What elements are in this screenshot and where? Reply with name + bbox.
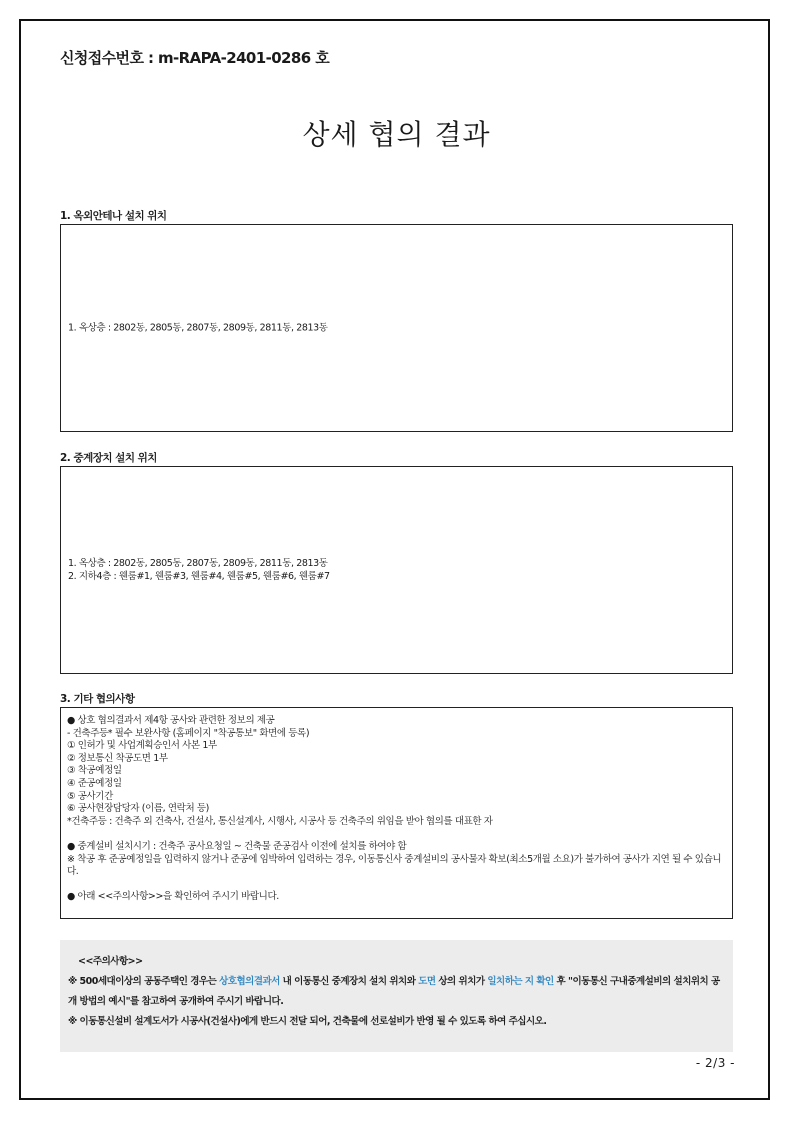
other-item-line: ● 상호 협의결과서 제4항 공사와 관련한 정보의 제공: [67, 715, 275, 726]
spacer: [67, 879, 726, 892]
notice-text: 상의 위치가: [435, 976, 488, 987]
other-item-line: ⑥ 공사현장담당자 (이름, 연락처 등): [67, 803, 209, 815]
other-item-line: ※ 착공 후 준공예정일을 입력하지 않거나 준공에 임박하여 입력하는 경우, 이동통신사 중계설비의 공사물자 확보(최소5개월 소요)가 불가하여 공사가 지연 될 수 있습니다.: [67, 853, 722, 878]
notice-paragraph-1: [68, 972, 725, 1012]
page-number: - 2/3 -: [695, 1056, 735, 1070]
other-item-line: ④ 준공예정일: [67, 777, 122, 789]
notice-paragraph-2: ※ 이동통신설비 설계도서가 시공사(건설사)에게 반드시 전달 되어, 건축물에 선로설비가 반영 될 수 있도록 하여 주십시오.: [68, 1016, 547, 1027]
other-item-line: ② 정보통신 착공도면 1부: [67, 752, 168, 764]
other-items-box: [60, 707, 733, 919]
notice-title: <<주의사항>>: [78, 956, 143, 967]
receipt-number: 신청접수번호 : m-RAPA-2401-0286 호: [60, 49, 330, 67]
section-heading-antenna: 1. 옥외안테나 설치 위치: [60, 210, 167, 222]
notice-text: 후 "이동통신 구내중계설비의 설치위치 공개 방법의 예시"를 참고하여 공개하여 주시기 바랍니다.: [68, 976, 720, 1007]
notice-highlight: 상호협의결과서: [219, 976, 280, 987]
notice-highlight: 일치하는 지 확인: [487, 976, 554, 987]
antenna-location-content: [68, 322, 726, 335]
repeater-location-line: 2. 지하4층 : 웬룸#1, 웬룸#3, 웬룸#4, 웬룸#5, 웬룸#6, 웬룸#7: [68, 571, 330, 582]
other-item-line: *건축주등 : 건축주 외 건축사, 건설사, 통신설계사, 시행사, 시공사 등 건축주의 위임을 받아 협의를 대표한 자: [67, 815, 493, 827]
antenna-location-line: 1. 옥상층 : 2802동, 2805동, 2807동, 2809동, 2811동, 2813동: [68, 322, 328, 334]
section-heading-repeater: 2. 중계장치 설치 위치: [60, 452, 157, 464]
other-item-line: ③ 착공예정일: [67, 765, 122, 777]
notice-highlight: 도면: [418, 976, 436, 987]
repeater-location-content: [68, 557, 726, 583]
other-item-line: ⑤ 공사기간: [67, 790, 113, 802]
spacer: [67, 828, 726, 841]
other-item-line: ① 인허가 및 사업계획승인서 사본 1부: [67, 740, 217, 752]
page-title: 상세 협의 결과: [302, 118, 491, 151]
other-item-line: ● 아래 <<주의사항>>을 확인하여 주시기 바랍니다.: [67, 891, 279, 903]
notice-box: [60, 940, 733, 1052]
repeater-location-line: 1. 옥상층 : 2802동, 2805동, 2807동, 2809동, 2811동, 2813동: [68, 558, 328, 569]
notice-text: 내 이동통신 중계장치 설치 위치와: [279, 976, 419, 987]
repeater-location-box: [60, 466, 733, 674]
other-item-line: - 건축주등* 필수 보완사항 (홈페이지 "착공통보" 화면에 등록): [67, 727, 310, 739]
other-item-line: ● 중계설비 설치시기 : 건축주 공사요청일 ~ 건축물 준공검사 이전에 설치를 하여야 함: [67, 840, 407, 852]
section-heading-other: 3. 기타 협의사항: [60, 693, 135, 705]
antenna-location-box: [60, 224, 733, 432]
notice-text: ※ 500세대이상의 공동주택인 경우는: [68, 976, 220, 987]
